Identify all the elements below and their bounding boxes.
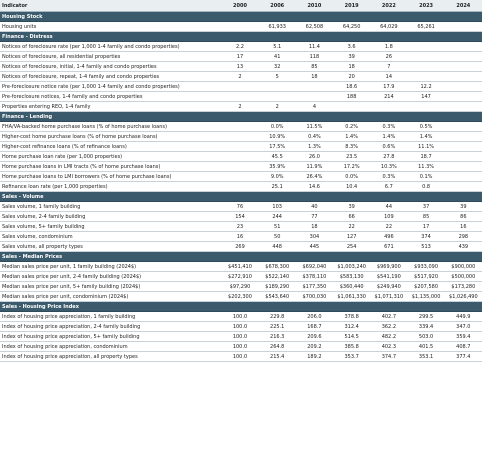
cell-value: 353.1 xyxy=(407,352,444,362)
table-row xyxy=(0,102,482,112)
cell-value xyxy=(296,92,333,102)
cell-value xyxy=(445,152,482,162)
table-row xyxy=(0,122,482,132)
cell-value: $360,440 xyxy=(333,282,370,292)
table-row xyxy=(0,142,482,152)
cell-value: 50 xyxy=(259,232,296,242)
cell-value: 11.3% xyxy=(407,162,444,172)
cell-value: 449.9 xyxy=(445,312,482,322)
cell-value: 12.2 xyxy=(407,82,444,92)
cell-value xyxy=(445,22,482,32)
cell-value: 51 xyxy=(259,222,296,232)
cell-value xyxy=(221,92,258,102)
table-row xyxy=(0,282,482,292)
cell-value: 35.9% xyxy=(259,162,296,172)
cell-value: 448 xyxy=(259,242,296,252)
table-row xyxy=(0,312,482,322)
cell-value: 0.0% xyxy=(259,122,296,132)
cell-value xyxy=(445,162,482,172)
cell-value xyxy=(445,132,482,142)
cell-value: 64,250 xyxy=(333,22,370,32)
cell-value: $933,090 xyxy=(407,262,444,272)
cell-value: 17 xyxy=(407,222,444,232)
table-row xyxy=(0,222,482,232)
cell-value: 215.4 xyxy=(259,352,296,362)
row-label: Notices of foreclosure, all residential properties xyxy=(0,52,221,62)
cell-value: 22 xyxy=(333,222,370,232)
cell-value: 377.4 xyxy=(445,352,482,362)
row-label: Index of housing price appreciation, 5+ family building xyxy=(0,332,221,342)
cell-value xyxy=(407,72,444,82)
cell-value xyxy=(445,122,482,132)
section-title: Sales - Median Prices xyxy=(0,252,482,262)
cell-value: $207,580 xyxy=(407,282,444,292)
cell-value: $678,300 xyxy=(259,262,296,272)
cell-value: $1,135,000 xyxy=(407,292,444,302)
cell-value: 17.9 xyxy=(370,82,407,92)
row-label: Home purchase loans to LMI borrowers (% of home purchase loans) xyxy=(0,172,221,182)
row-label: Sales volume, condominium xyxy=(0,232,221,242)
cell-value: 216.3 xyxy=(259,332,296,342)
table-row xyxy=(0,262,482,272)
table-row xyxy=(0,332,482,342)
cell-value xyxy=(259,92,296,102)
table-row xyxy=(0,162,482,172)
cell-value: 86 xyxy=(445,212,482,222)
cell-value: 312.4 xyxy=(333,322,370,332)
row-label: Sales volume, 2-4 family building xyxy=(0,212,221,222)
cell-value: 11.1% xyxy=(407,142,444,152)
section-header xyxy=(0,302,482,312)
cell-value: 209.2 xyxy=(296,342,333,352)
row-label: Notices of foreclosure, repeat, 1-4 family and condo properties xyxy=(0,72,221,82)
cell-value: 66 xyxy=(333,212,370,222)
cell-value: 65,261 xyxy=(407,22,444,32)
cell-value: 339.4 xyxy=(407,322,444,332)
cell-value: 168.7 xyxy=(296,322,333,332)
cell-value xyxy=(407,102,444,112)
cell-value: 496 xyxy=(370,232,407,242)
row-label: Median sales price per unit, 2-4 family building (2024$) xyxy=(0,272,221,282)
table-row xyxy=(0,342,482,352)
row-label: Sales volume, all property types xyxy=(0,242,221,252)
cell-value: 374.7 xyxy=(370,352,407,362)
cell-value xyxy=(445,52,482,62)
cell-value: 254 xyxy=(333,242,370,252)
cell-value: 25.1 xyxy=(259,182,296,192)
cell-value: 32 xyxy=(259,62,296,72)
cell-value: 269 xyxy=(221,242,258,252)
cell-value: 2.2 xyxy=(221,42,258,52)
cell-value: 100.0 xyxy=(221,342,258,352)
cell-value: 2 xyxy=(221,102,258,112)
cell-value: 85 xyxy=(296,62,333,72)
cell-value: 40 xyxy=(296,202,333,212)
cell-value: 2 xyxy=(221,72,258,82)
cell-value: 513 xyxy=(407,242,444,252)
cell-value: 17 xyxy=(221,52,258,62)
row-label: Index of housing price appreciation, all property types xyxy=(0,352,221,362)
row-label: Index of housing price appreciation, condominium xyxy=(0,342,221,352)
cell-value: 11.9% xyxy=(296,162,333,172)
cell-value: 11.5% xyxy=(296,122,333,132)
row-label: Index of housing price appreciation, 1 family building xyxy=(0,312,221,322)
cell-value xyxy=(221,82,258,92)
cell-value: 5.1 xyxy=(259,42,296,52)
table-row xyxy=(0,242,482,252)
cell-value xyxy=(221,142,258,152)
cell-value: 39 xyxy=(445,202,482,212)
table-row xyxy=(0,172,482,182)
cell-value: 439 xyxy=(445,242,482,252)
cell-value: 10.3% xyxy=(370,162,407,172)
cell-value: 0.3% xyxy=(370,172,407,182)
cell-value: 26.4% xyxy=(296,172,333,182)
cell-value: 7 xyxy=(370,62,407,72)
cell-value: $969,900 xyxy=(370,262,407,272)
cell-value: 1.8 xyxy=(370,42,407,52)
section-title: Housing Stock xyxy=(0,12,482,22)
cell-value: 374 xyxy=(407,232,444,242)
section-header xyxy=(0,32,482,42)
cell-value: 18.6 xyxy=(333,82,370,92)
section-title: Sales - Volume xyxy=(0,192,482,202)
cell-value: $378,110 xyxy=(296,272,333,282)
cell-value: 209.6 xyxy=(296,332,333,342)
header-indicator: Indicator xyxy=(0,0,221,12)
cell-value: $177,350 xyxy=(296,282,333,292)
section-header xyxy=(0,252,482,262)
cell-value: 62,508 xyxy=(296,22,333,32)
cell-value xyxy=(445,72,482,82)
header-row xyxy=(0,0,482,12)
table-row xyxy=(0,182,482,192)
cell-value: 503.0 xyxy=(407,332,444,342)
cell-value: 17.2% xyxy=(333,162,370,172)
cell-value: 244 xyxy=(259,212,296,222)
cell-value: 1.4% xyxy=(407,132,444,142)
cell-value: 23.5 xyxy=(333,152,370,162)
cell-value: 671 xyxy=(370,242,407,252)
cell-value xyxy=(221,122,258,132)
row-label: Median sales price per unit, condominium (2024$) xyxy=(0,292,221,302)
cell-value: $97,290 xyxy=(221,282,258,292)
table-row xyxy=(0,62,482,72)
cell-value: 16 xyxy=(445,222,482,232)
cell-value: 0.5% xyxy=(407,122,444,132)
cell-value: 401.5 xyxy=(407,342,444,352)
row-label: FHA/VA-backed home purchase loans (% of home purchase loans) xyxy=(0,122,221,132)
header-year: 2023 xyxy=(407,0,444,12)
cell-value xyxy=(333,102,370,112)
row-label: Sales volume, 5+ family building xyxy=(0,222,221,232)
cell-value: $1,071,310 xyxy=(370,292,407,302)
section-title: Sales - Housing Price Index xyxy=(0,302,482,312)
header-year: 2000 xyxy=(221,0,258,12)
cell-value: 20 xyxy=(333,72,370,82)
cell-value: 127 xyxy=(333,232,370,242)
cell-value xyxy=(445,82,482,92)
table-row xyxy=(0,42,482,52)
row-label: Median sales price per unit, 1 family building (2024$) xyxy=(0,262,221,272)
cell-value: 100.0 xyxy=(221,322,258,332)
cell-value xyxy=(407,62,444,72)
cell-value xyxy=(407,42,444,52)
cell-value xyxy=(445,172,482,182)
cell-value: 11.4 xyxy=(296,42,333,52)
cell-value: 76 xyxy=(221,202,258,212)
table-row xyxy=(0,212,482,222)
cell-value: 188 xyxy=(333,92,370,102)
cell-value: 27.8 xyxy=(370,152,407,162)
cell-value: 100.0 xyxy=(221,312,258,322)
cell-value: 26 xyxy=(370,52,407,62)
cell-value: 353.7 xyxy=(333,352,370,362)
cell-value: 385.8 xyxy=(333,342,370,352)
cell-value: 18 xyxy=(296,72,333,82)
section-header xyxy=(0,192,482,202)
cell-value: 41 xyxy=(259,52,296,62)
table-row xyxy=(0,202,482,212)
row-label: Pre-foreclosure notice rate (per 1,000 1-4 family and condo properties) xyxy=(0,82,221,92)
cell-value xyxy=(221,152,258,162)
cell-value: 2 xyxy=(259,102,296,112)
cell-value: 103 xyxy=(259,202,296,212)
cell-value: $1,061,330 xyxy=(333,292,370,302)
cell-value: 298 xyxy=(445,232,482,242)
cell-value: 64,029 xyxy=(370,22,407,32)
row-label: Median sales price per unit, 5+ family building (2024$) xyxy=(0,282,221,292)
cell-value: 0.8 xyxy=(407,182,444,192)
cell-value: 402.3 xyxy=(370,342,407,352)
cell-value xyxy=(296,82,333,92)
cell-value: 299.5 xyxy=(407,312,444,322)
row-label: Pre-foreclosure notices, 1-4 family and condo properties xyxy=(0,92,221,102)
cell-value: 1.3% xyxy=(296,142,333,152)
cell-value xyxy=(221,162,258,172)
cell-value: 0.1% xyxy=(407,172,444,182)
cell-value: $500,000 xyxy=(445,272,482,282)
cell-value: 214 xyxy=(370,92,407,102)
row-label: Higher-cost home purchase loans (% of home purchase loans) xyxy=(0,132,221,142)
cell-value: 514.5 xyxy=(333,332,370,342)
cell-value: $517,920 xyxy=(407,272,444,282)
cell-value: 39 xyxy=(333,202,370,212)
cell-value: 18 xyxy=(296,222,333,232)
cell-value xyxy=(221,132,258,142)
cell-value: 1.4% xyxy=(333,132,370,142)
table-row xyxy=(0,72,482,82)
cell-value: 16 xyxy=(221,232,258,242)
cell-value xyxy=(445,92,482,102)
cell-value: 14.6 xyxy=(296,182,333,192)
cell-value: 9.0% xyxy=(259,172,296,182)
section-header xyxy=(0,112,482,122)
cell-value: 18 xyxy=(333,62,370,72)
cell-value: 304 xyxy=(296,232,333,242)
cell-value: 100.0 xyxy=(221,332,258,342)
cell-value xyxy=(445,102,482,112)
table-row xyxy=(0,272,482,282)
cell-value: 18.7 xyxy=(407,152,444,162)
header-year: 2024 xyxy=(445,0,482,12)
row-label: Home purchase loans in LMI tracts (% of home purchase loans) xyxy=(0,162,221,172)
section-title: Finance - Lending xyxy=(0,112,482,122)
cell-value xyxy=(221,22,258,32)
cell-value: $692,040 xyxy=(296,262,333,272)
cell-value: $202,300 xyxy=(221,292,258,302)
cell-value: 17.5% xyxy=(259,142,296,152)
row-label: Refinance loan rate (per 1,000 properties) xyxy=(0,182,221,192)
cell-value: $543,640 xyxy=(259,292,296,302)
table-row xyxy=(0,82,482,92)
table-row xyxy=(0,52,482,62)
cell-value: 402.7 xyxy=(370,312,407,322)
cell-value: 45.5 xyxy=(259,152,296,162)
cell-value: 362.2 xyxy=(370,322,407,332)
table-row xyxy=(0,152,482,162)
row-label: Notices of foreclosure rate (per 1,000 1-4 family and condo properties) xyxy=(0,42,221,52)
cell-value: 6.7 xyxy=(370,182,407,192)
cell-value: 206.0 xyxy=(296,312,333,322)
table-row xyxy=(0,352,482,362)
cell-value: 26.0 xyxy=(296,152,333,162)
table-row xyxy=(0,132,482,142)
cell-value xyxy=(407,52,444,62)
cell-value: 85 xyxy=(407,212,444,222)
cell-value: 23 xyxy=(221,222,258,232)
cell-value: 378.8 xyxy=(333,312,370,322)
table-row xyxy=(0,22,482,32)
cell-value: $541,190 xyxy=(370,272,407,282)
cell-value: 39 xyxy=(333,52,370,62)
cell-value: 445 xyxy=(296,242,333,252)
cell-value: 118 xyxy=(296,52,333,62)
cell-value xyxy=(259,82,296,92)
cell-value xyxy=(221,172,258,182)
header-year: 2010 xyxy=(296,0,333,12)
cell-value: $189,290 xyxy=(259,282,296,292)
cell-value xyxy=(445,182,482,192)
cell-value: 10.4 xyxy=(333,182,370,192)
header-year: 2019 xyxy=(333,0,370,12)
table-row xyxy=(0,292,482,302)
cell-value: $451,410 xyxy=(221,262,258,272)
cell-value: $522,140 xyxy=(259,272,296,282)
cell-value: $583,130 xyxy=(333,272,370,282)
cell-value: 347.0 xyxy=(445,322,482,332)
header-year: 2022 xyxy=(370,0,407,12)
cell-value: 264.8 xyxy=(259,342,296,352)
cell-value xyxy=(370,102,407,112)
cell-value: $272,910 xyxy=(221,272,258,282)
row-label: Housing units xyxy=(0,22,221,32)
cell-value: 13 xyxy=(221,62,258,72)
cell-value: 1.4% xyxy=(370,132,407,142)
cell-value xyxy=(445,42,482,52)
cell-value: $1,003,240 xyxy=(333,262,370,272)
section-header xyxy=(0,12,482,22)
table-row xyxy=(0,92,482,102)
cell-value: 189.2 xyxy=(296,352,333,362)
cell-value xyxy=(445,62,482,72)
cell-value: 154 xyxy=(221,212,258,222)
row-label: Notices of foreclosure, initial, 1-4 family and condo properties xyxy=(0,62,221,72)
cell-value: 109 xyxy=(370,212,407,222)
cell-value: 61,933 xyxy=(259,22,296,32)
cell-value: $173,280 xyxy=(445,282,482,292)
cell-value: 408.7 xyxy=(445,342,482,352)
cell-value: 22 xyxy=(370,222,407,232)
cell-value: 229.8 xyxy=(259,312,296,322)
cell-value: 77 xyxy=(296,212,333,222)
cell-value xyxy=(221,182,258,192)
table-row xyxy=(0,322,482,332)
cell-value: 14 xyxy=(370,72,407,82)
cell-value: 0.4% xyxy=(296,132,333,142)
cell-value: 482.2 xyxy=(370,332,407,342)
cell-value: 8.3% xyxy=(333,142,370,152)
cell-value: 359.4 xyxy=(445,332,482,342)
cell-value: 44 xyxy=(370,202,407,212)
row-label: Properties entering REO, 1-4 family xyxy=(0,102,221,112)
header-year: 2006 xyxy=(259,0,296,12)
cell-value: 225.1 xyxy=(259,322,296,332)
cell-value: 0.2% xyxy=(333,122,370,132)
table-row xyxy=(0,232,482,242)
cell-value: 3.6 xyxy=(333,42,370,52)
cell-value: 5 xyxy=(259,72,296,82)
cell-value: 37 xyxy=(407,202,444,212)
cell-value: 147 xyxy=(407,92,444,102)
row-label: Index of housing price appreciation, 2-4 family building xyxy=(0,322,221,332)
cell-value: 4 xyxy=(296,102,333,112)
cell-value: 100.0 xyxy=(221,352,258,362)
cell-value: $1,026,490 xyxy=(445,292,482,302)
section-title: Finance - Distress xyxy=(0,32,482,42)
cell-value: 0.6% xyxy=(370,142,407,152)
cell-value: 0.0% xyxy=(333,172,370,182)
cell-value: 0.3% xyxy=(370,122,407,132)
cell-value: $249,940 xyxy=(370,282,407,292)
row-label: Sales volume, 1 family building xyxy=(0,202,221,212)
row-label: Higher-cost refinance loans (% of refinance loans) xyxy=(0,142,221,152)
cell-value: $900,000 xyxy=(445,262,482,272)
cell-value: 10.9% xyxy=(259,132,296,142)
cell-value: $700,030 xyxy=(296,292,333,302)
cell-value xyxy=(445,142,482,152)
row-label: Home purchase loan rate (per 1,000 properties) xyxy=(0,152,221,162)
